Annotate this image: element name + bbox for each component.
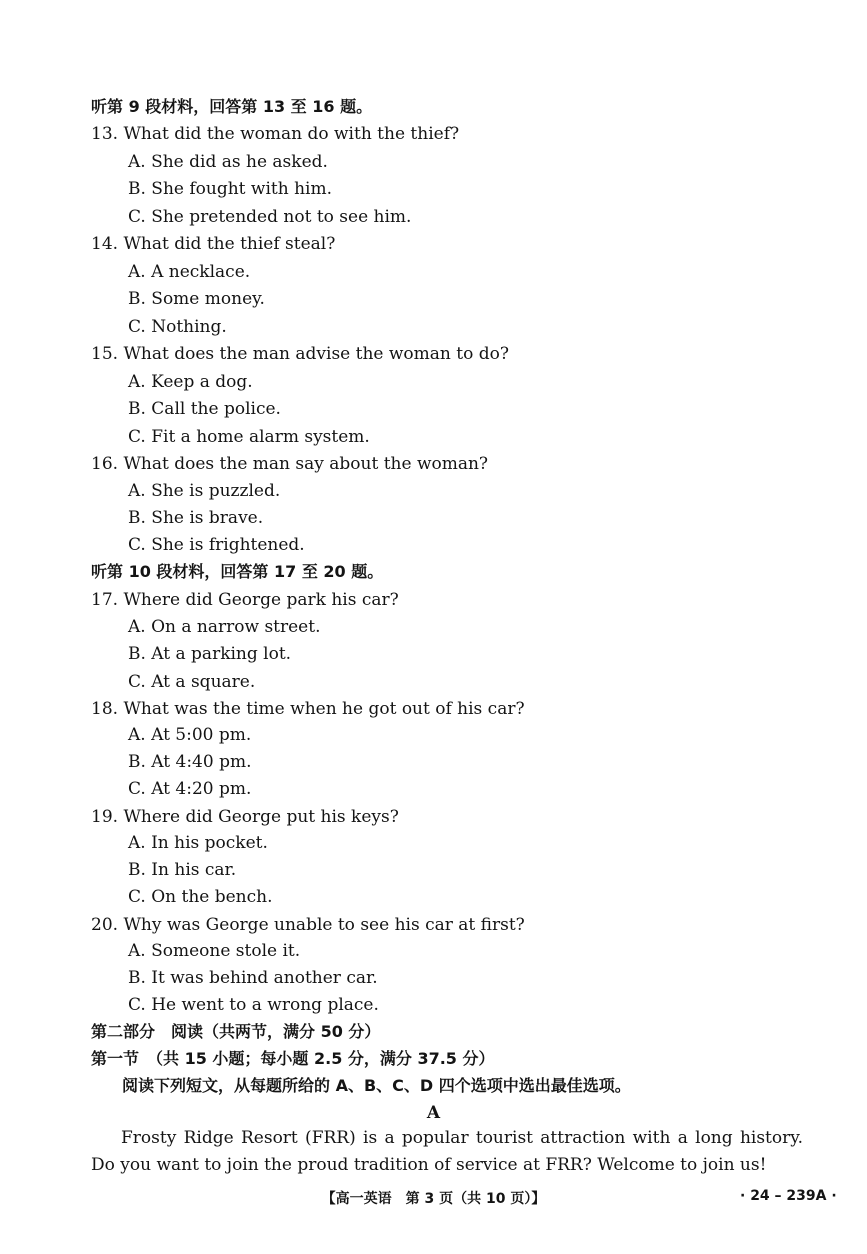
question-15: 15. What does the man advise the woman to do? bbox=[91, 344, 509, 364]
option-18a: A. At 5:00 pm. bbox=[128, 725, 252, 745]
question-18: 18. What was the time when he got out of his car? bbox=[91, 699, 525, 719]
question-14: 14. What did the thief steal? bbox=[91, 234, 336, 254]
option-19c: C. On the bench. bbox=[128, 887, 273, 907]
option-14c: C. Nothing. bbox=[128, 317, 227, 337]
question-17: 17. Where did George park his car? bbox=[91, 590, 399, 610]
option-20a: A. Someone stole it. bbox=[128, 941, 301, 961]
option-19b: B. In his car. bbox=[128, 860, 237, 880]
passage-a-text bbox=[91, 1125, 803, 1179]
question-13: 13. What did the woman do with the thief? bbox=[91, 124, 460, 144]
option-13c: C. She pretended not to see him. bbox=[128, 207, 412, 227]
option-17b: B. At a parking lot. bbox=[128, 644, 292, 664]
exam-code: · 24 – 239A · bbox=[740, 1188, 837, 1204]
option-14a: A. A necklace. bbox=[128, 262, 251, 282]
question-19: 19. Where did George put his keys? bbox=[91, 807, 399, 827]
part-2-instruction: 阅读下列短文，从每题所给的 A、B、C、D 四个选项中选出最佳选项。 bbox=[122, 1076, 631, 1095]
option-15b: B. Call the police. bbox=[128, 399, 281, 419]
option-15c: C. Fit a home alarm system. bbox=[128, 427, 370, 447]
option-17c: C. At a square. bbox=[128, 672, 256, 692]
passage-label: A bbox=[426, 1103, 441, 1123]
option-19a: A. In his pocket. bbox=[128, 833, 268, 853]
passage-a-body: Frosty Ridge Resort (FRR) is a popular tourist attraction with a long history. Do you want to join the proud tradition of service at FRR? Welcome to join us! bbox=[91, 1128, 803, 1175]
option-13a: A. She did as he asked. bbox=[128, 152, 328, 172]
option-16a: A. She is puzzled. bbox=[128, 481, 281, 501]
option-16c: C. She is frightened. bbox=[128, 535, 305, 555]
option-16b: B. She is brave. bbox=[128, 508, 264, 528]
section-9-header: 听第 9 段材料，回答第 13 至 16 题。 bbox=[91, 97, 373, 116]
part-2-section-1: 第一节 （共 15 小题；每小题 2.5 分，满分 37.5 分） bbox=[91, 1049, 495, 1068]
section-10-header: 听第 10 段材料，回答第 17 至 20 题。 bbox=[91, 562, 384, 581]
option-14b: B. Some money. bbox=[128, 289, 265, 309]
option-18b: B. At 4:40 pm. bbox=[128, 752, 252, 772]
question-16: 16. What does the man say about the woman? bbox=[91, 454, 489, 474]
option-20b: B. It was behind another car. bbox=[128, 968, 378, 988]
option-18c: C. At 4:20 pm. bbox=[128, 779, 252, 799]
option-20c: C. He went to a wrong place. bbox=[128, 995, 379, 1015]
option-13b: B. She fought with him. bbox=[128, 179, 332, 199]
question-20: 20. Why was George unable to see his car at first? bbox=[91, 915, 525, 935]
option-15a: A. Keep a dog. bbox=[128, 372, 253, 392]
page-footer: 【高一英语 第 3 页（共 10 页）】 bbox=[321, 1191, 546, 1207]
option-17a: A. On a narrow street. bbox=[128, 617, 321, 637]
part-2-title: 第二部分 阅读（共两节，满分 50 分） bbox=[91, 1022, 381, 1041]
